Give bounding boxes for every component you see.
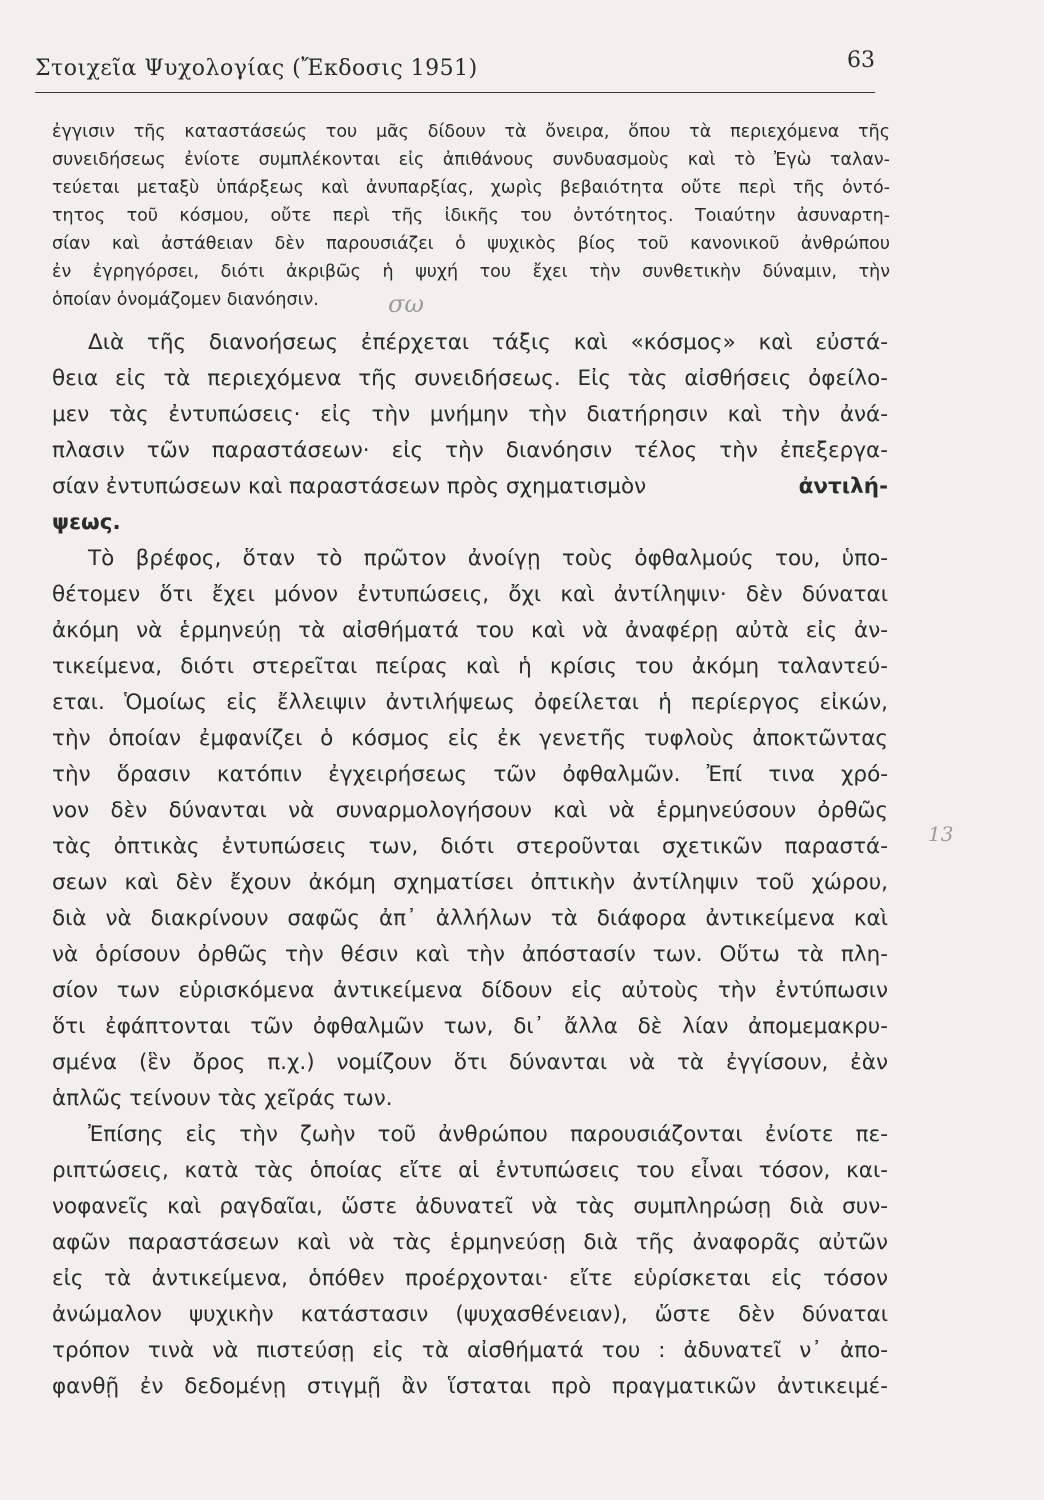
- text-line: αφῶν παραστάσεων καὶ νὰ τὰς ἑρμηνεύσῃ διὰ τῆς ἀναφορᾶς αὐτῶν: [52, 1230, 888, 1255]
- text-line: ὁποίαν ὀνομάζομεν διανόησιν.: [52, 290, 319, 310]
- emphasis-word: ψεως.: [52, 510, 121, 535]
- text-line: ριπτώσεις, κατὰ τὰς ὁποίας εἴτε αἱ ἐντυπώσεις του εἶναι τόσον, και-: [52, 1158, 888, 1183]
- text-line: Τὸ βρέφος, ὅταν τὸ πρῶτον ἀνοίγῃ τοὺς ὀφθαλμούς του, ὑπο-: [88, 546, 888, 571]
- text-line: ἁπλῶς τείνουν τὰς χεῖράς των.: [52, 1086, 393, 1111]
- text-line: ἀνώμαλον ψυχικὴν κατάστασιν (ψυχασθένειαν), ὥστε δὲν δύναται: [52, 1302, 888, 1327]
- text-line: τρόπον τινὰ νὰ πιστεύσῃ εἰς τὰ αἰσθήματά του : ἀδυνατεῖ ν᾽ ἀπο-: [52, 1338, 888, 1363]
- text-line: τικείμενα, διότι στερεῖται πείρας καὶ ἡ κρίσις του ἀκόμη ταλαντεύ-: [52, 654, 888, 679]
- text-line: νον δὲν δύνανται νὰ συναρμολογήσουν καὶ νὰ ἑρμηνεύσουν ὀρθῶς: [52, 798, 888, 823]
- text-line: συνειδήσεως ἐνίοτε συμπλέκονται εἰς ἀπιθάνους συνδυασμοὺς καὶ τὸ Ἐγὼ ταλαν-: [52, 150, 890, 170]
- text-line: νοφανεῖς καὶ ραγδαῖαι, ὥστε ἀδυνατεῖ νὰ τὰς συμπληρώσῃ διὰ συν-: [52, 1194, 888, 1219]
- text-line: πλασιν τῶν παραστάσεων· εἰς τὴν διανόησιν τέλος τὴν ἐπεξεργα-: [52, 438, 888, 463]
- text-span: σίαν ἐντυπώσεων καὶ παραστάσεων πρὸς σχηματισμὸν: [52, 474, 647, 499]
- page-number: 63: [847, 48, 875, 73]
- text-line: νὰ ὁρίσουν ὀρθῶς τὴν θέσιν καὶ τὴν ἀπόστασίν των. Οὕτω τὰ πλη-: [52, 942, 888, 967]
- text-line: σίον των εὑρισκόμενα ἀντικείμενα δίδουν εἰς αὐτοὺς τὴν ἐντύπωσιν: [52, 978, 888, 1003]
- text-line: εἰς τὰ ἀντικείμενα, ὁπόθεν προέρχονται· εἴτε εὑρίσκεται εἰς τόσον: [52, 1266, 888, 1291]
- pencil-annotation: 13: [928, 822, 954, 846]
- text-line: τὴν ὅρασιν κατόπιν ἐγχειρήσεως τῶν ὀφθαλμῶν. Ἐπί τινα χρό-: [52, 762, 888, 787]
- text-line: ἐγγισιν τῆς καταστάσεώς του μᾶς δίδουν τὰ ὄνειρα, ὅπου τὰ περιεχόμενα τῆς: [52, 122, 890, 142]
- emphasis-word: ἀντιλή-: [798, 474, 888, 499]
- text-line: τητος τοῦ κόσμου, οὔτε περὶ τῆς ἰδικῆς του ὀντότητος. Τοιαύτην ἀσυναρτη-: [52, 206, 890, 226]
- text-line: ἐν ἐγρηγόρσει, διότι ἀκριβῶς ἡ ψυχή του ἔχει τὴν συνθετικὴν δύναμιν, τὴν: [52, 262, 890, 282]
- text-line: σίαν καὶ ἀστάθειαν δὲν παρουσιάζει ὁ ψυχικὸς βίος τοῦ κανονικοῦ ἀνθρώπου: [52, 234, 890, 254]
- running-title: Στοιχεῖα Ψυχολογίας (Ἔκδοσις 1951): [35, 56, 478, 81]
- text-line: μεν τὰς ἐντυπώσεις· εἰς τὴν μνήμην τὴν διατήρησιν καὶ τὴν ἀνά-: [52, 402, 888, 427]
- text-line: εται. Ὁμοίως εἰς ἔλλειψιν ἀντιλήψεως ὀφείλεται ἡ περίεργος εἰκών,: [52, 690, 888, 715]
- text-line: Διὰ τῆς διανοήσεως ἐπέρχεται τάξις καὶ «κόσμος» καὶ εὐστά-: [88, 330, 888, 355]
- text-line: τὰς ὀπτικὰς ἐντυπώσεις των, διότι στεροῦνται σχετικῶν παραστά-: [52, 834, 888, 859]
- running-header: [35, 44, 875, 93]
- pencil-annotation: σω: [388, 290, 424, 318]
- text-line: φανθῇ ἐν δεδομένῃ στιγμῇ ἂν ἵσταται πρὸ πραγματικῶν ἀντικειμέ-: [52, 1374, 888, 1399]
- text-line: [52, 474, 888, 499]
- text-line: θέτομεν ὅτι ἔχει μόνον ἐντυπώσεις, ὄχι καὶ ἀντίληψιν· δὲν δύναται: [52, 582, 888, 607]
- text-line: ὅτι ἐφάπτονται τῶν ὀφθαλμῶν των, δι᾽ ἄλλα δὲ λίαν ἀπομεμακρυ-: [52, 1014, 888, 1039]
- text-line: τεύεται μεταξὺ ὑπάρξεως καὶ ἀνυπαρξίας, χωρὶς βεβαιότητα οὔτε περὶ τῆς ὀντό-: [52, 178, 890, 198]
- text-line: Ἐπίσης εἰς τὴν ζωὴν τοῦ ἀνθρώπου παρουσιάζονται ἐνίοτε πε-: [88, 1122, 888, 1147]
- text-line: ἀκόμη νὰ ἑρμηνεύῃ τὰ αἰσθήματά του καὶ νὰ ἀναφέρῃ αὐτὰ εἰς ἀν-: [52, 618, 888, 643]
- text-line: θεια εἰς τὰ περιεχόμενα τῆς συνειδήσεως. Εἰς τὰς αἰσθήσεις ὀφείλο-: [52, 366, 888, 391]
- text-line: διὰ νὰ διακρίνουν σαφῶς ἀπ᾽ ἀλλήλων τὰ διάφορα ἀντικείμενα καὶ: [52, 906, 888, 931]
- text-line: τὴν ὁποίαν ἐμφανίζει ὁ κόσμος εἰς ἐκ γενετῆς τυφλοὺς ἀποκτῶντας: [52, 726, 888, 751]
- text-line: σμένα (ἓν ὄρος π.χ.) νομίζουν ὅτι δύνανται νὰ τὰ ἐγγίσουν, ἐὰν: [52, 1050, 888, 1075]
- text-line: σεων καὶ δὲν ἔχουν ἀκόμη σχηματίσει ὀπτικὴν ἀντίληψιν τοῦ χώρου,: [52, 870, 888, 895]
